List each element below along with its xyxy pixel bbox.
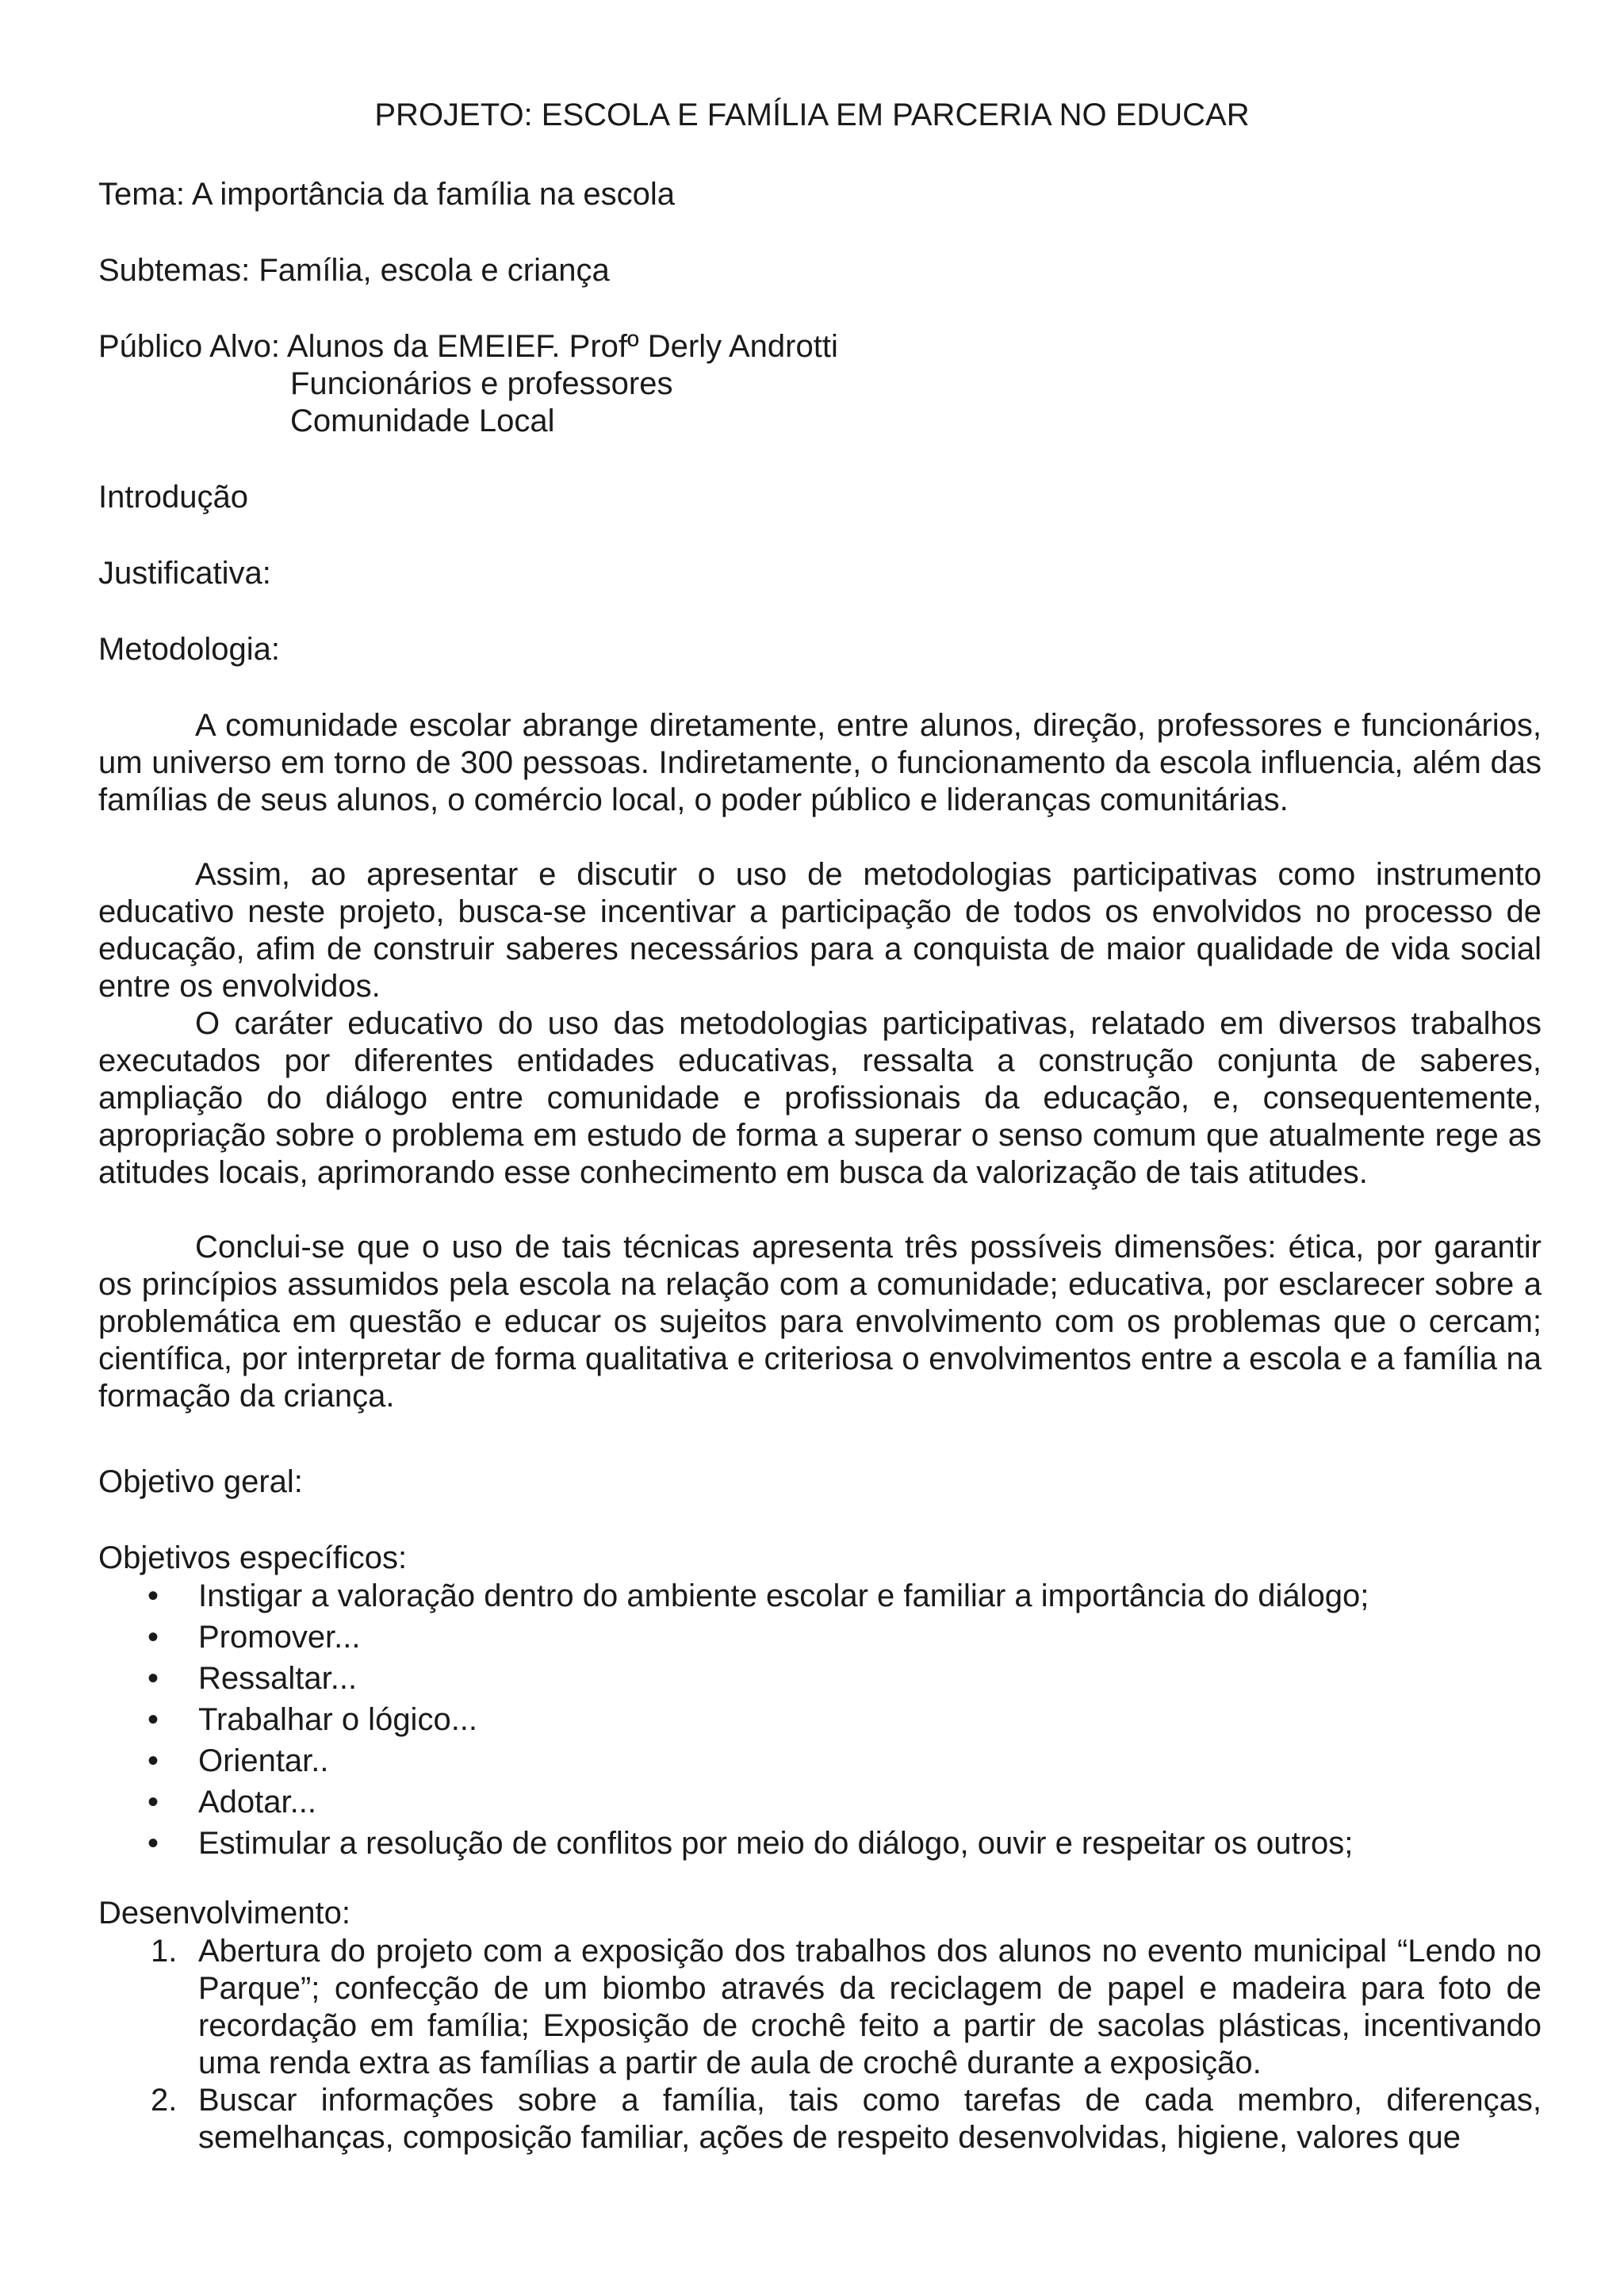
justificativa-heading: Justificativa:	[98, 556, 271, 591]
introducao-heading: Introdução	[98, 480, 249, 515]
metodologia-heading: Metodologia:	[98, 632, 281, 667]
list-number: 2.	[151, 2083, 178, 2118]
bullet-icon: •	[147, 1578, 159, 1613]
list-item-text: Buscar informações sobre a família, tais como tarefas de cada membro, diferenças, semelhanças, composição familiar, ações de respeito desenvolvidas, higiene, valores que	[198, 2083, 1542, 2155]
list-item-text: Estimular a resolução de conflitos por meio do diálogo, ouvir e respeitar os outros;	[198, 1826, 1354, 1861]
objetivos-especificos-list	[98, 1578, 1542, 1866]
desenvolvimento-heading: Desenvolvimento:	[98, 1896, 350, 1931]
publico-alvo-comunidade: Comunidade Local	[290, 404, 555, 438]
list-item	[98, 1660, 1542, 1701]
list-item	[98, 1784, 1542, 1825]
subtemas-line: Subtemas: Família, escola e criança	[98, 253, 610, 288]
list-item-text: Orientar..	[198, 1743, 329, 1778]
list-item	[98, 2082, 1542, 2156]
desenvolvimento-list	[98, 1933, 1542, 2156]
list-item	[98, 1933, 1542, 2082]
objetivos-especificos-heading: Objetivos específicos:	[98, 1540, 408, 1575]
bullet-icon: •	[147, 1620, 159, 1655]
metodologia-paragraph-3: O caráter educativo do uso das metodologias participativas, relatado em diversos trabalhos executados por diferentes entidades educativas, ressalta a construção conjunta de saberes, ampliação do diálogo entre comunidade e profissionais da educação, e, consequentemente, apropriação sobre o problema em estudo de forma a superar o senso comum que atualmente rege as atitudes locais, aprimorando esse conhecimento em busca da valorização de tais atitudes.	[98, 1006, 1542, 1190]
list-item	[98, 1578, 1542, 1619]
bullet-icon: •	[147, 1826, 159, 1861]
bullet-icon: •	[147, 1743, 159, 1778]
bullet-icon: •	[147, 1785, 159, 1820]
list-item-text: Adotar...	[198, 1785, 316, 1820]
list-item-text: Instigar a valoração dentro do ambiente escolar e familiar a importância do diálogo;	[198, 1578, 1369, 1613]
list-item	[98, 1743, 1542, 1784]
publico-alvo-funcionarios: Funcionários e professores	[290, 366, 673, 401]
objetivo-geral-heading: Objetivo geral:	[98, 1464, 303, 1499]
list-item	[98, 1619, 1542, 1660]
metodologia-paragraph-4: Conclui-se que o uso de tais técnicas apresenta três possíveis dimensões: ética, por garantir os princípios assumidos pela escola na relação com a comunidade; educativa, por esclarecer sobre a problemática em questão e educar os sujeitos para envolvimento com os problemas que o cercam; científica, por interpretar de forma qualitativa e criteriosa o envolvimentos entre a escola e a família na formação da criança.	[98, 1230, 1542, 1414]
list-item-text: Trabalhar o lógico...	[198, 1702, 478, 1737]
list-item	[98, 1825, 1542, 1866]
metodologia-paragraph-2: Assim, ao apresentar e discutir o uso de metodologias participativas como instrumento educativo neste projeto, busca-se incentivar a participação de todos os envolvidos no processo de educação, afim de construir saberes necessários para a conquista de maior qualidade de vida social entre os envolvidos.	[98, 857, 1542, 1004]
bullet-icon: •	[147, 1702, 159, 1737]
metodologia-paragraph-1: A comunidade escolar abrange diretamente, entre alunos, direção, professores e funcionários, um universo em torno de 300 pessoas. Indiretamente, o funcionamento da escola influencia, além das famílias de seus alunos, o comércio local, o poder público e lideranças comunitárias.	[98, 708, 1542, 817]
bullet-icon: •	[147, 1661, 159, 1696]
list-item-text: Ressaltar...	[198, 1661, 358, 1696]
publico-alvo-line: Público Alvo: Alunos da EMEIEF. Profº Derly Androtti	[98, 329, 838, 364]
document-title: PROJETO: ESCOLA E FAMÍLIA EM PARCERIA NO EDUCAR	[374, 98, 1250, 132]
tema-line: Tema: A importância da família na escola	[98, 177, 676, 212]
list-item-text: Promover...	[198, 1620, 361, 1655]
list-item	[98, 1701, 1542, 1743]
list-number: 1.	[151, 1934, 178, 1969]
list-item-text: Abertura do projeto com a exposição dos trabalhos dos alunos no evento municipal “Lendo no Parque”; confecção de um biombo através da reciclagem de papel e madeira para foto de recordação em família; Exposição de crochê feito a partir de sacolas plásticas, incentivando uma renda extra as famílias a partir de aula de crochê durante a exposição.	[198, 1934, 1542, 2080]
